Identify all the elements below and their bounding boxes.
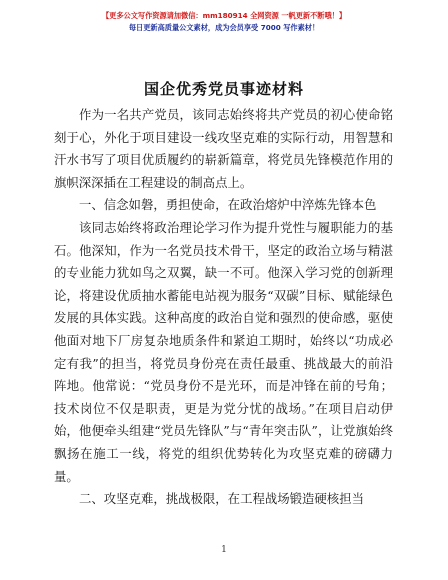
section-heading-2: 二、攻坚克难，挑战极限，在工程战场锻造硬核担当 [79,491,364,506]
promo-banner-line-1: 【更多公文写作资源请加微信：mm180914 全网资源 一帆更新不断哦！】 [101,11,347,20]
document-title: 国企优秀党员事迹材料 [143,80,304,98]
page-number: 1 [221,545,227,555]
section-1-paragraph: 该同志始终将政治理论学习作为提升党性与履职能力的基石。他深知，作为一名党员技术骨干，坚定的政治立场与精湛的专业能力犹如鸟之双翼，缺一不可。他深入学习党的创新理论，将建设优质抽水蓄能电站视为服务“双碳”目标、赋能绿色发展的具体实践。这种高度的政治自觉和强烈的使命感，驱使他面对地下厂房复杂地质条件和紧迫工期时，始终以“功成必定有我”的担当，将党员身份亮在责任最重、挑战最大的前沿阵地。他常说：“党员身份不是光环，而是冲锋在前的号角；技术岗位不仅是职责，更是为党分忧的战场。”在项目启动伊始，他便牵头组建“党员先锋队”与“青年突击队”，让党旗始终飘扬在施工一线，将党的组织优势转化为攻坚克难的磅礴力量。 [54,220,393,484]
section-heading-1: 一、信念如磐，勇担使命，在政治熔炉中淬炼先锋本色 [79,197,377,212]
promo-banner-line-2: 每日更新高质量公文素材，成为会员享受 7000 写作素材！ [128,23,320,32]
intro-paragraph: 作为一名共产党员，该同志始终将共产党员的初心使命铭刻于心，外化于项目建设一线攻坚克难的实际行动，用智慧和汗水书写了项目优质履约的崭新篇章，将党员先锋模范作用的旗帜深深插在工程建设的制高点上。 [54,107,393,190]
